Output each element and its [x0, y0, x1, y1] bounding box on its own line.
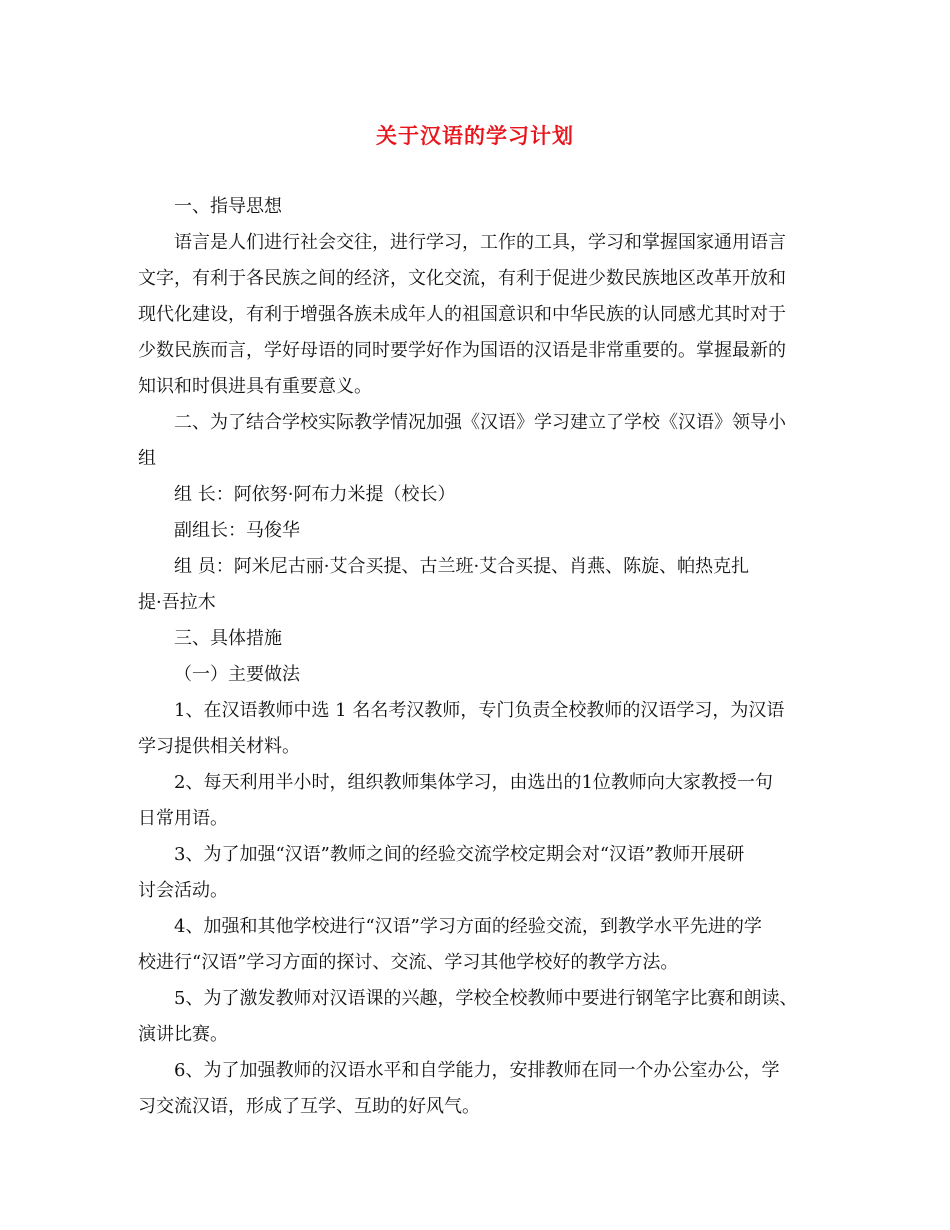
text-line: 知识和时俱进具有重要意义。: [138, 376, 372, 397]
text-line: 6、为了加强教师的汉语水平和自学能力，安排教师在同一个办公室办公，学: [174, 1060, 780, 1081]
text-line: 日常用语。: [138, 808, 228, 829]
text-line: 文字，有利于各民族之间的经济，文化交流，有利于促进少数民族地区改革开放和: [138, 268, 786, 289]
text-line: 校进行“汉语”学习方面的探讨、交流、学习其他学校好的教学方法。: [138, 952, 679, 973]
text-line: 三、具体措施: [174, 628, 282, 649]
text-line: 副组长：马俊华: [174, 520, 300, 541]
text-line: 现代化建设，有利于增强各族未成年人的祖国意识和中华民族的认同感尤其时对于: [138, 304, 786, 325]
text-line: 组 长：阿依努·阿布力米提（校长）: [174, 484, 456, 505]
text-line: 2、每天利用半小时，组织教师集体学习，由选出的1位教师向大家教授一句: [174, 772, 773, 793]
text-line: 演讲比赛。: [138, 1024, 228, 1045]
text-line: 讨会活动。: [138, 880, 228, 901]
text-line: 习交流汉语，形成了互学、互助的好风气。: [138, 1096, 480, 1117]
text-line: 组: [138, 448, 156, 469]
text-line: 少数民族而言，学好母语的同时要学好作为国语的汉语是非常重要的。掌握最新的: [138, 340, 786, 361]
document-body: [138, 189, 818, 1125]
text-line: 组 员：阿米尼古丽·艾合买提、古兰班·艾合买提、肖燕、陈旋、帕热克扎: [174, 556, 750, 577]
text-line: 3、为了加强“汉语”教师之间的经验交流学校定期会对“汉语”教师开展研: [174, 844, 745, 865]
text-line: 1、在汉语教师中选 1 名名考汉教师，专门负责全校教师的汉语学习，为汉语: [174, 700, 785, 721]
document-title: 关于汉语的学习计划: [376, 123, 574, 148]
text-line: 学习提供相关材料。: [138, 736, 300, 757]
text-line: 提·吾拉木: [138, 592, 216, 613]
text-line: 二、为了结合学校实际教学情况加强《汉语》学习建立了学校《汉语》领导小: [174, 412, 786, 433]
text-line: 5、为了激发教师对汉语课的兴趣，学校全校教师中要进行钢笔字比赛和朗读、: [174, 988, 798, 1009]
text-line: 语言是人们进行社会交往，进行学习，工作的工具，学习和掌握国家通用语言: [174, 232, 786, 253]
text-line: 4、加强和其他学校进行“汉语”学习方面的经验交流，到教学水平先进的学: [174, 916, 762, 937]
text-line: 一、指导思想: [174, 196, 282, 217]
text-line: （一）主要做法: [174, 664, 300, 685]
